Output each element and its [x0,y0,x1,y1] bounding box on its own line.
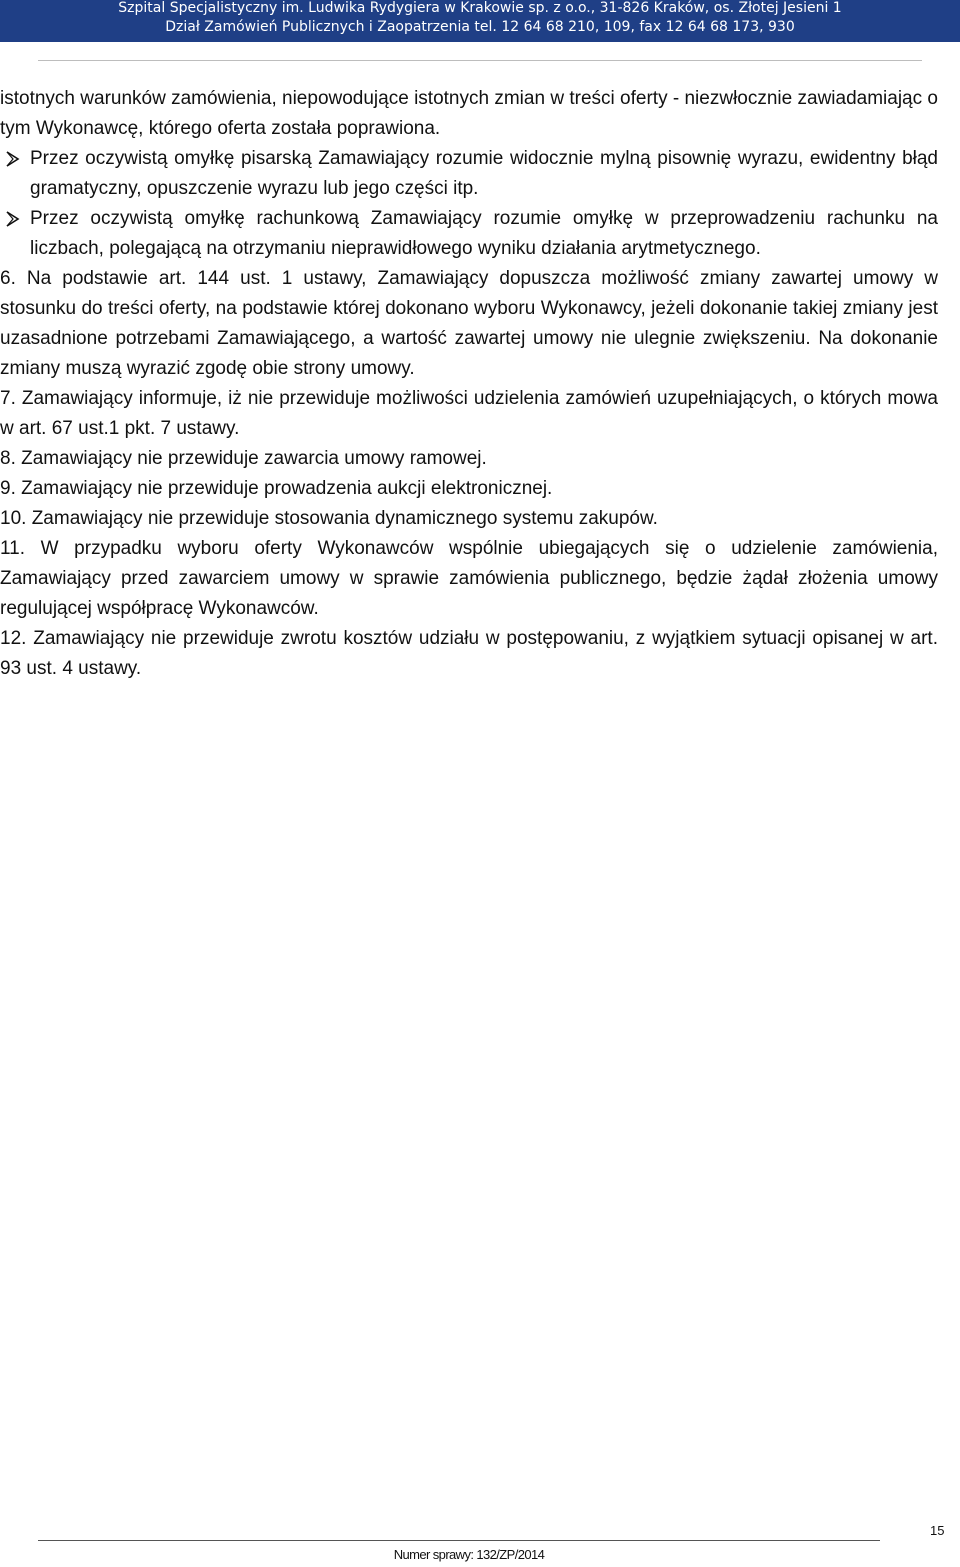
arrow-bullet-icon [2,204,24,234]
numbered-item-12: 12. Zamawiający nie przewiduje zwrotu kosztów udziału w postępowaniu, z wyjątkiem sytuacji opisanej w art. 93 ust. 4 ustawy. [0,628,938,679]
page-number: 15 [930,1523,945,1538]
case-number: Numer sprawy: 132/ZP/2014 [393,1547,545,1562]
document-body [0,84,938,684]
bullet-text: Przez oczywistą omyłkę pisarską Zamawiający rozumie widocznie mylną pisownię wyrazu, ewidentny błąd gramatyczny, opuszczenie wyrazu lub jego części itp. [30,148,938,199]
bullet-text: Przez oczywistą omyłkę rachunkową Zamawiający rozumie omyłkę w przeprowadzeniu rachunku na liczbach, polegającą na otrzymaniu nieprawidłowego wyniku działania arytmetycznego. [30,208,938,259]
letterhead-line-1: Szpital Specjalistyczny im. Ludwika Rydygiera w Krakowie sp. z o.o., 31-826 Kraków, os. Złotej Jesieni 1 [118,0,842,16]
numbered-item-7: 7. Zamawiający informuje, iż nie przewiduje możliwości udzielenia zamówień uzupełniających, o których mowa w art. 67 ust.1 pkt. 7 ustawy. [0,388,938,439]
letterhead-banner [0,0,960,42]
bullet-item [0,144,938,204]
numbered-item-6: 6. Na podstawie art. 144 ust. 1 ustawy, Zamawiający dopuszcza możliwość zmiany zawartej umowy w stosunku do treści oferty, na podstawie której dokonano wyboru Wykonawcy, jeżeli dokonanie takiej zmiany jest uzasadnione potrzebami Zamawiającego, a wartość zawartej umowy nie ulegnie zwiększeniu. Na dokonanie zmiany muszą wyrazić zgodę obie strony umowy. [0,268,938,379]
bullet-item [0,204,938,264]
footer-divider [38,1540,880,1541]
arrow-bullet-icon [2,144,24,174]
numbered-item-11: 11. W przypadku wyboru oferty Wykonawców wspólnie ubiegających się o udzielenie zamówienia, Zamawiający przed zawarciem umowy w sprawie zamówienia publicznego, będzie żądał złożenia umowy regulującej współpracę Wykonawców. [0,538,938,619]
numbered-item-8: 8. Zamawiający nie przewiduje zawarcia umowy ramowej. [0,448,487,469]
numbered-item-10: 10. Zamawiający nie przewiduje stosowania dynamicznego systemu zakupów. [0,508,658,529]
letterhead-line-2: Dział Zamówień Publicznych i Zaopatrzenia tel. 12 64 68 210, 109, fax 12 64 68 173, 930 [165,19,795,35]
numbered-item-9: 9. Zamawiający nie przewiduje prowadzenia aukcji elektronicznej. [0,478,553,499]
header-divider [38,60,922,61]
continuation-paragraph: istotnych warunków zamówienia, niepowodujące istotnych zmian w treści oferty - niezwłocznie zawiadamiając o tym Wykonawcę, którego oferta została poprawiona. [0,88,938,139]
